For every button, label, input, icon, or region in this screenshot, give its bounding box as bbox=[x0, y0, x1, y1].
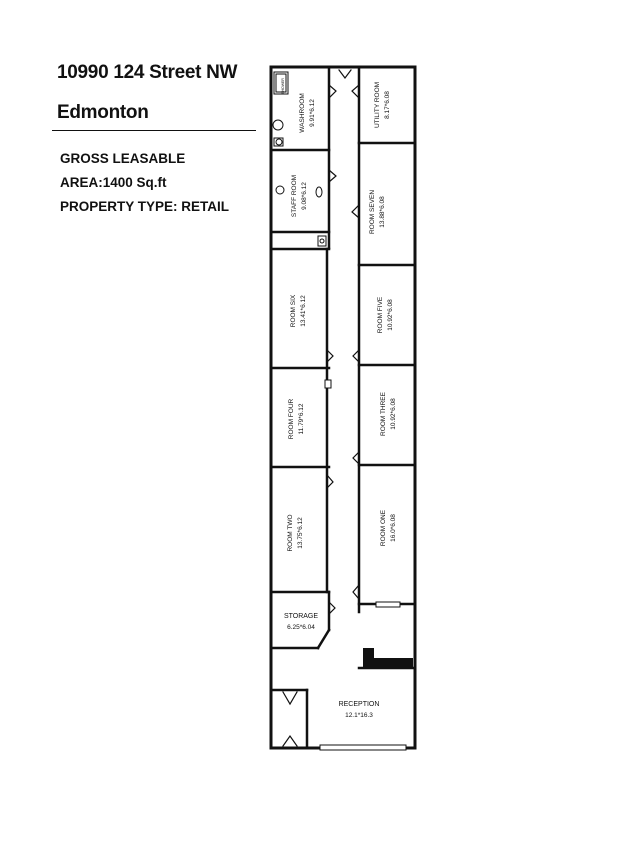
room-name: ROOM TWO bbox=[287, 514, 294, 552]
room-storage bbox=[284, 613, 318, 631]
reception-counter bbox=[363, 648, 413, 668]
room-dims: 16.0*6.08 bbox=[390, 514, 397, 542]
room-three bbox=[380, 391, 397, 436]
room-dims: 11.79*6.12 bbox=[298, 403, 305, 435]
staff-toilet-icon bbox=[276, 186, 284, 194]
info-property-type: PROPERTY TYPE: RETAIL bbox=[60, 199, 230, 214]
room-dims: 9.91*6.12 bbox=[309, 99, 316, 127]
room-dims: 9.08*6.12 bbox=[301, 182, 308, 210]
room-washroom bbox=[299, 93, 316, 132]
room-reception bbox=[339, 701, 380, 719]
room-dims: 10.92*6.08 bbox=[387, 299, 394, 331]
room-name: ROOM FIVE bbox=[377, 296, 384, 334]
room-name: WASHROOM bbox=[299, 93, 306, 133]
room-name: ROOM ONE bbox=[380, 509, 387, 547]
room-name: ROOM THREE bbox=[380, 392, 387, 436]
room-dims: 13.88*6.08 bbox=[379, 196, 386, 228]
room-labels bbox=[287, 82, 397, 552]
shower-label: SHOWER bbox=[281, 78, 285, 94]
openings bbox=[320, 380, 406, 750]
left-rooms-walls bbox=[271, 67, 329, 648]
room-name: STORAGE bbox=[283, 613, 319, 620]
info-area: AREA:1400 Sq.ft bbox=[60, 175, 167, 190]
room-name: ROOM SEVEN bbox=[369, 189, 376, 235]
reception-walls bbox=[271, 668, 415, 748]
room-dims: 6.25*6.04 bbox=[287, 624, 315, 631]
room-name: UTILITY ROOM bbox=[374, 81, 381, 129]
room-name: RECEPTION bbox=[338, 701, 380, 708]
room-dims: 12.1*16.3 bbox=[345, 712, 373, 719]
room-one bbox=[380, 509, 397, 546]
room-staff bbox=[291, 175, 308, 217]
room-seven bbox=[369, 190, 386, 234]
room-five bbox=[377, 296, 394, 333]
room-dims: 13.41*6.12 bbox=[300, 295, 307, 327]
room-name: ROOM FOUR bbox=[288, 398, 295, 440]
staff-sink-icon bbox=[316, 187, 322, 197]
room-dims: 8.17*6.08 bbox=[384, 91, 391, 119]
info-gross-leasable: GROSS LEASABLE bbox=[60, 151, 186, 166]
room-four bbox=[288, 398, 305, 439]
room-name: ROOM SIX bbox=[290, 294, 297, 328]
room-six bbox=[290, 294, 307, 327]
right-rooms-walls bbox=[359, 67, 415, 612]
appliance-icon bbox=[318, 236, 326, 246]
room-utility bbox=[374, 82, 391, 128]
address-line-city: Edmonton bbox=[57, 102, 149, 123]
room-dims: 10.92*6.08 bbox=[390, 398, 397, 430]
room-name: STAFF ROOM bbox=[291, 174, 298, 218]
sink-icon bbox=[276, 139, 282, 145]
toilet-icon bbox=[273, 120, 283, 130]
room-two bbox=[287, 514, 304, 551]
address-line-street: 10990 124 Street NW bbox=[57, 62, 238, 83]
room-dims: 13.75*6.12 bbox=[297, 517, 304, 549]
